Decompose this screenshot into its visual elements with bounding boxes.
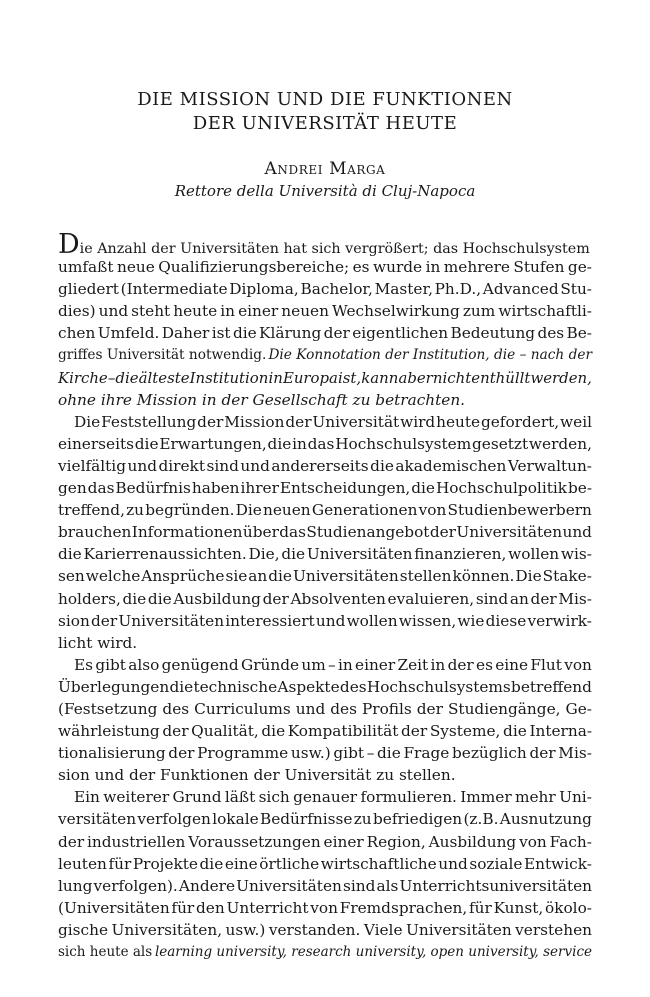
text-line: sion und der Funktionen der Universität zu stellen. — [58, 766, 456, 785]
text-line: vielfältig und direkt sind und andererseits die akademischen Verwaltun- — [58, 456, 592, 475]
text-line: gen das Bedürfnis haben ihrer Entscheidungen, die Hochschulpolitik be- — [58, 479, 592, 498]
text-line: Es gibt also genügend Gründe um – in einer Zeit in der es eine Flut von — [74, 655, 592, 674]
text-line: treffend, zu begründen. Die neuen Generationen von Studienbewerbern — [58, 501, 592, 520]
title-line-2: DER UNIVERSITÄT HEUTE — [192, 113, 458, 134]
text-line: umfaßt neue Qualifizierungsbereiche; es wurde in mehrere Stufen ge- — [58, 258, 592, 277]
article-title — [0, 88, 650, 136]
text-line: gliedert (Intermediate Diploma, Bachelor, Master, Ph.D., Advanced Stu- — [58, 280, 592, 299]
article-body — [58, 229, 592, 963]
text-line: der industriellen Voraussetzungen einer Region, Ausbildung von Fach- — [58, 832, 592, 851]
text-line: holders, die die Ausbildung der Absolventen evaluieren, sind an der Mis- — [58, 589, 592, 608]
text-line: (Universitäten für den Unterricht von Fremdsprachen, für Kunst, ökolo- — [58, 898, 592, 917]
text-line: sen welche Ansprüche sie an die Universitäten stellen können. Die Stake- — [58, 567, 592, 586]
text-line: (Festsetzung des Curriculums und des Profils der Studiengänge, Ge- — [58, 699, 592, 718]
text-line: sich heute als learning university, research university, open university, service — [58, 944, 592, 960]
text-line: tionalisierung der Programme usw.) gibt – die Frage bezüglich der Mis- — [58, 744, 592, 763]
title-line-1: DIE MISSION UND DIE FUNKTIONEN — [137, 89, 513, 110]
text-line: chen Umfeld. Daher ist die Klärung der eigentlichen Bedeutung des Be- — [58, 324, 592, 343]
text-line: Kirche – die älteste Institution in Europa ist, kann aber nicht enthüllt werden, — [58, 368, 592, 387]
text-line: die Karierrenaussichten. Die, die Universitäten finanzieren, wollen wis- — [58, 545, 592, 564]
author-affiliation: Rettore della Università di Cluj-Napoca — [174, 182, 476, 200]
text-line: Die Feststellung der Mission der Universität wird heute gefordert, weil — [74, 412, 592, 431]
text-line: gische Universitäten, usw.) verstanden. Viele Universitäten verstehen — [58, 920, 592, 939]
text-line: versitäten verfolgen lokale Bedürfnisse zu befriedigen (z.B. Ausnutzung — [58, 810, 592, 829]
author-name: Andrei Marga — [264, 159, 386, 179]
text-line: Ein weiterer Grund läßt sich genauer formulieren. Immer mehr Uni- — [74, 788, 592, 807]
text-line: währleistung der Qualität, die Kompatibilität der Systeme, die Interna- — [58, 722, 592, 741]
text-line: sion der Universitäten interessiert und wollen wissen, wie diese verwirk- — [58, 611, 592, 630]
drop-cap: D — [58, 229, 80, 260]
text-line: griffes Universität notwendig. Die Konnotation der Institution, die – nach der — [58, 347, 592, 364]
text-line: einerseits die Erwartungen, die in das Hochschulsystem gesetzt werden, — [58, 434, 592, 453]
text-line: licht wird. — [58, 633, 138, 652]
text-line: Die Anzahl der Universitäten hat sich vergrößert; das Hochschulsystem — [58, 229, 590, 260]
text-line: leuten für Projekte die eine örtliche wirtschaftliche und soziale Entwick- — [58, 854, 592, 873]
text-line: dies) und steht heute in einer neuen Wechselwirkung zum wirtschaftli- — [58, 302, 592, 321]
text-line: ohne ihre Mission in der Gesellschaft zu betrachten. — [58, 390, 466, 409]
text-line: Überlegungen die technische Aspekte des Hochschulsystems betreffend — [58, 677, 592, 696]
text-line: brauchen Informationen über das Studienangebot der Universitäten und — [58, 523, 592, 542]
text-line: lung verfolgen). Andere Universitäten sind als Unterrichtsuniversitäten — [58, 876, 592, 895]
